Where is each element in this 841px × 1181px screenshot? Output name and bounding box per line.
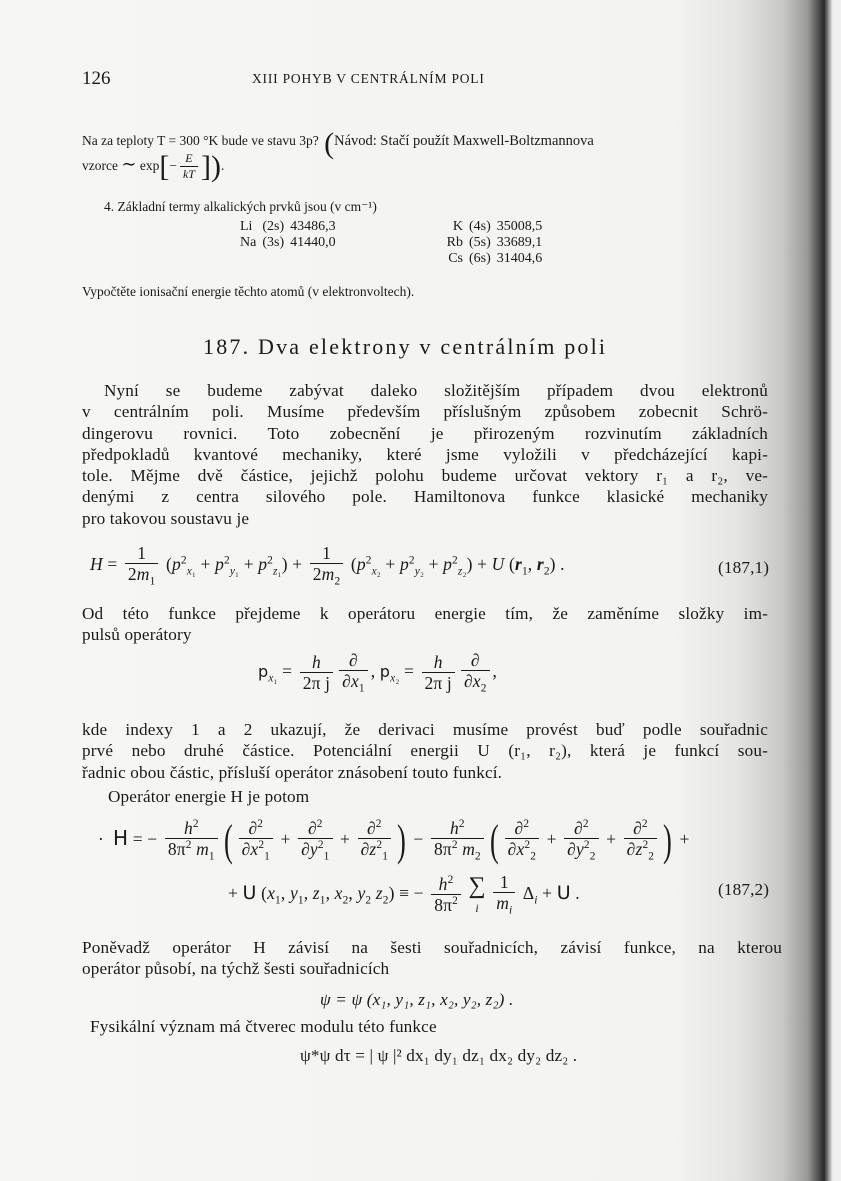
equation-label-187-2: (187,2) <box>718 880 770 899</box>
terms-table-left <box>240 219 342 251</box>
chapter-title: XIII POHYB V CENTRÁLNÍM POLI <box>252 71 485 86</box>
equation-187-1: H = $\frac{1}{2m_1}$ $(p^2_{x_1} + p^2_{y_1} + p^2_{z_1})$ + $\frac{1}{2m_2}$ $(p^2_{x_2} + p^2_{y_2} + p^2_{z_2}) + U$ ($r_1$, $r_2$) . <box>90 543 565 588</box>
paragraph-6: Fysikální význam má čtverec modulu této funkce <box>90 1017 437 1036</box>
text-line: kde indexy 1 a 2 ukazují, že derivaci musíme provést buď podle souřadnic <box>82 720 768 739</box>
text-line: dingerovu rovnici. Toto zobecnění je přirozeným rozvinutím základních <box>82 423 768 443</box>
exercise-line-2: vzorce ∼ exp[− $\frac{E}{kT}$ ]). <box>82 150 225 183</box>
text-line: Od této funkce přejdeme k operátoru energie tím, že zaměníme složky im- <box>82 604 768 623</box>
paragraph-4: Operátor energie H je potom <box>108 787 310 806</box>
text-line: předpokladů kvantové mechaniky, které jsme vyložili v předcházející kapi- <box>82 444 768 464</box>
text-line: Poněvadž operátor H závisí na šesti souřadnicích, závisí funkce, na kterou <box>82 938 782 957</box>
open-paren: ( <box>324 127 335 160</box>
exercise-question: Na za teploty T = 300 °K bude ve stavu 3p? <box>82 133 319 148</box>
equation-187-2-line-1: · H = − $\frac{h^2}{8\pi^2 m_1}$ ( $\frac{\partial^2}{\partial x^2_1}$ + $\frac{\partial^2}{\partial y^2_1}$ + $\frac{\partial^2}{\partial z^2_1}$ ) − $\frac{h^2}{8\pi^2 m_2}$ ( $\frac{\partial^2}{\partial x^2_2}$ + $\frac{\partial^2}{\partial y^2_2}$ + $\frac{\partial^2}{\partial z^2_2}$ ) + <box>98 816 690 866</box>
text-line: tole. Mějme dvě částice, jejichž polohu budeme určovat vektory r₁ a r₂, ve- <box>82 466 768 486</box>
text-line: denými z centra silového pole. Hamiltonova funkce klasické mechaniky <box>82 487 768 507</box>
exercise-4-intro: 4. Základní termy alkalických prvků jsou (v cm⁻¹) <box>104 199 377 214</box>
text-line: operátor působí, na týchž šesti souřadnicích <box>82 959 390 979</box>
table-row: Rb (5s) 33689,1 <box>446 235 543 250</box>
table-row: Li (2s) 43486,3 <box>240 219 336 234</box>
exercise-4-task: Vypočtěte ionisační energie těchto atomů (v elektronvoltech). <box>82 284 415 299</box>
table-row: K (4s) 35008,5 <box>452 219 543 234</box>
table-row: Cs (6s) 31404,6 <box>448 251 543 266</box>
paragraph-5 <box>82 937 782 980</box>
text-line: v centrálním poli. Musíme především příslušným způsobem zobecnit Schrö- <box>82 402 768 422</box>
terms-table-right <box>437 219 548 267</box>
table-row: Na (3s) 41440,0 <box>240 235 336 250</box>
text-line: řadnic obou částic, přísluší operátor znásobení touto funkcí. <box>82 762 503 782</box>
paragraph-3 <box>82 719 768 783</box>
equation-label-187-1: (187,1) <box>718 558 770 577</box>
text-line: pro takovou soustavu je <box>82 508 250 528</box>
text-line: prvé nebo druhé částice. Potenciální energii U (r₁, r₂), která je funkcí sou- <box>82 741 768 761</box>
page-number: 126 <box>82 68 111 89</box>
text-line: Nyní se budeme zabývat daleko složitějším případem dvou elektronů <box>104 381 768 400</box>
section-title: 187. Dva elektrony v centrálním poli <box>203 334 608 359</box>
equation-187-2-line-2: + U ($x_1$, $y_1$, $z_1$, $x_2$, $y_2$ $z_2$) ≡ − $\frac{h^2}{8\pi^2}$ ∑ i $\frac{1}{m_i}$ $\Delta_i + U$ . <box>228 872 580 917</box>
exercise-line2-prefix: vzorce <box>82 158 118 173</box>
paragraph-1 <box>82 380 768 529</box>
equation-probability-density: ψ*ψ dτ = | ψ |² dx₁ dy₁ dz₁ dx₂ dy₂ dz₂ . <box>300 1046 578 1065</box>
text-line: pulsů operátory <box>82 625 192 645</box>
paragraph-2 <box>82 603 768 646</box>
equation-momentum-operators: $p_{x_1}$ = $\frac{h}{\text{2π j}}$ $\frac{\partial}{\partial x_1}$ , $p_{x_2}$ = $\frac{h}{\text{2π j}}$ $\frac{\partial}{\partial x_2}$ , <box>258 650 498 695</box>
exercise-hint: Návod: Stačí použít Maxwell-Boltzmannova <box>334 133 594 149</box>
equation-psi: ψ = ψ (x₁, y₁, z₁, x₂, y₂, z₂) . <box>320 990 514 1009</box>
